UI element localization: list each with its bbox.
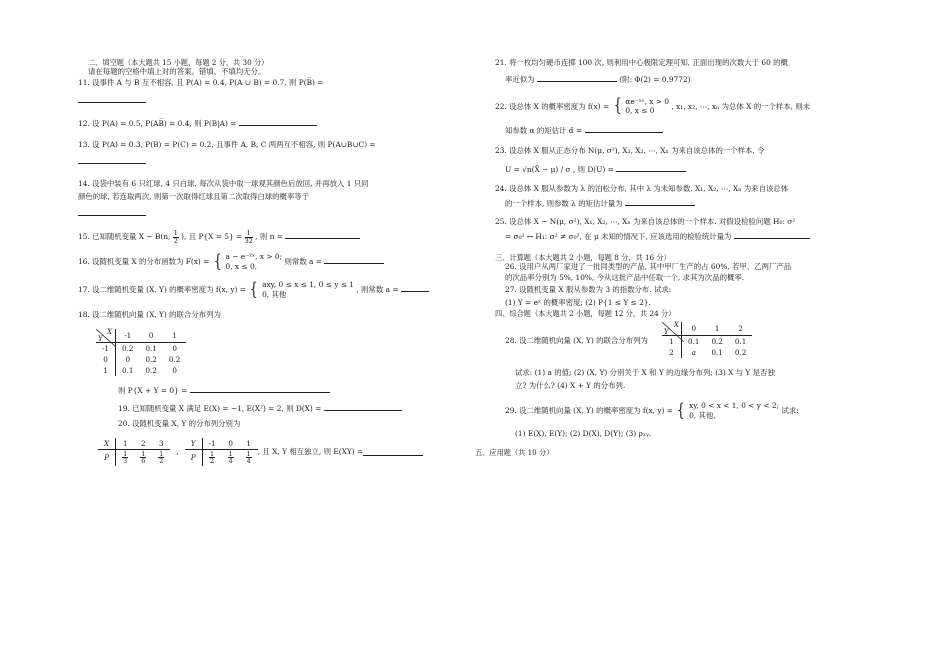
q18-col-header: -1 — [116, 329, 140, 342]
q20-y-distribution: Y -1 0 1 P $\frac{1}{2}$ $\frac{1}{4}$ $\frac{1}{4}$ — [185, 438, 258, 466]
q18-cell: 0 — [116, 354, 140, 365]
q18-row-header: 0 — [103, 355, 108, 365]
left-column — [78, 58, 468, 466]
q28-row-header: 1 — [662, 336, 682, 348]
q18-cell: 0.1 — [116, 365, 140, 376]
question-14 — [78, 179, 468, 219]
q21-line1: 21. 将一枚均匀硬币连掷 100 次, 则利用中心极限定理可知, 正面出现的次数大于 60 的概 — [495, 58, 788, 67]
q28-row-header: 2 — [669, 348, 674, 358]
q20-x-distribution: X 1 2 3 P $\frac{1}{3}$ $\frac{1}{6}$ $\frac{1}{2}$ — [98, 438, 170, 466]
q18-cell: 0.2 — [168, 355, 181, 365]
q18-text: 18. 设二维随机向量 (X, Y) 的联合分布列为 — [78, 310, 221, 320]
q18-cell: 0 — [172, 366, 177, 376]
q24-line1: 24. 设总体 X 服从参数为 λ 的泊松分布, 其中 λ 为未知参数. X₁, X₂, ⋯, Xₙ 为来自该总体 — [495, 184, 789, 194]
q29-text-b: 试求: — [781, 405, 799, 415]
q13-answer-blank[interactable] — [78, 155, 146, 164]
q22-answer-blank[interactable] — [585, 124, 663, 133]
q26-line1: 26. 设用户从两厂家进了一批同类型的产品, 其中甲厂生产的占 60%, 若甲、乙两厂产品 — [505, 262, 792, 272]
q14-answer-blank[interactable] — [78, 207, 146, 216]
question-18 — [78, 310, 468, 395]
q19-text: 19. 已知随机变量 X 满足 E(X) = −1, E(X²) = 2, 则 D(X) = — [118, 403, 322, 413]
question-12 — [78, 117, 468, 128]
q26-line2: 的次品率分别为 5%, 10%, 今从这批产品中任取一个, 求其为次品的概率. — [505, 273, 745, 283]
q28-cell: 0.2 — [705, 336, 728, 348]
q25-answer-blank[interactable] — [734, 230, 810, 239]
right-column — [475, 58, 875, 457]
q16-brace: { — [213, 251, 222, 273]
q28-cell: 0.2 — [734, 348, 747, 358]
q29-brace: { — [676, 399, 686, 421]
q28-col-header: 2 — [738, 324, 743, 334]
q20-answer-blank[interactable] — [363, 447, 423, 456]
q12-text: 12. 设 P(A) = 0.5, P(AB̅) = 0.4, 则 P(B|A) = — [78, 118, 237, 128]
q28-table-wrap — [662, 322, 752, 358]
q28-cell: 0.1 — [711, 348, 723, 358]
q29-line2: (1) E(X), E(Y); (2) D(X), D(Y); (3) ρₓᵧ. — [515, 428, 652, 438]
q29-text-a: 29. 设二维随机向量 (X, Y) 的概率密度为 f(x, y) = — [505, 405, 673, 415]
q18-answer-blank[interactable] — [190, 384, 330, 393]
q18-row-header: 1 — [103, 366, 108, 376]
q21-note: (附: Φ(2) = 0.9772) — [619, 75, 691, 85]
q18-cell: 0.2 — [145, 355, 157, 365]
q24-answer-blank[interactable] — [625, 197, 695, 206]
q15-text-b: ), 且 P{X = 5} = — [181, 232, 243, 242]
q27-line2: (1) Y = eˣ 的概率密度; (2) P{1 ≤ Y ≤ 2}. — [505, 297, 651, 307]
q28-cell: 0.1 — [682, 336, 706, 348]
section-4-title: 四、综合题（本大题共 2 小题，每题 12 分，共 24 分） — [495, 309, 676, 319]
q14-line2: 颜色的球, 若连取两次, 则第一次取得红球且第二次取得白球的概率等于 — [78, 191, 310, 201]
question-20-text: 20. 设随机变量 X, Y 的分布列分别为 — [118, 418, 241, 428]
q17-brace: { — [249, 279, 259, 301]
q22-brace: { — [613, 95, 622, 117]
q12-answer-blank[interactable] — [239, 117, 317, 126]
q18-cell: 0.1 — [139, 343, 162, 355]
q17-cases: axy, 0 ≤ x ≤ 1, 0 ≤ y ≤ 1 0, 其他 — [262, 280, 354, 300]
q18-cell: 0.2 — [145, 366, 157, 376]
question-24 — [495, 184, 875, 209]
q14-line1: 14. 设袋中装有 6 只红球, 4 只白球, 每次从袋中取一球观其颜色后放回, 并再放入 1 只同 — [78, 178, 369, 188]
section-2-title: 二、填空题（本大题共 15 小题，每题 2 分，共 30 分） — [88, 58, 269, 67]
q15-text-a: 15. 已知随机变量 X ~ B(n, — [78, 232, 171, 242]
section-2-instructions: 请在每题的空格中填上对的答案。错填、不填均无分。 — [88, 67, 266, 76]
q29-cases: xy, 0 < x < 1, 0 < y < 2; 0, 其他, — [689, 400, 780, 420]
question-28 — [505, 322, 875, 358]
q16-text-b: 则常数 a = — [284, 257, 322, 267]
q16-answer-blank[interactable] — [324, 255, 384, 264]
q18-ask — [118, 384, 468, 395]
q25-line1: 25. 设总体 X ~ N(μ, σ²), X₁, X₂, ⋯, Xₙ 为来自该总体的一个样本. 对假设检验问题 H₀: σ² — [495, 216, 796, 226]
q28-text: 28. 设二维随机向量 (X, Y) 的联合分布列为 — [505, 335, 648, 345]
q11-text: 11. 设事件 A 与 B 互不相容, 且 P(A) = 0.4, P(A ∪ B) = 0.7, 则 P(B̅) = — [78, 78, 324, 88]
q18-table-diagonal — [96, 329, 116, 349]
q15-fraction-1: $\frac{1}{2}$ — [173, 229, 178, 245]
q15-answer-blank[interactable] — [285, 230, 360, 239]
q22-cases: αe⁻ᵃˣ, x > 0 0, x ≤ 0 — [625, 96, 670, 116]
q25-line2: = σ₀² ↔ H₁: σ² ≠ σ₀², 在 μ 未知的情况下, 应该选用的检验统计量为 — [505, 231, 732, 241]
q17-text-b: , 则常数 a = — [356, 285, 399, 295]
q16-cases: a − e⁻²ˣ, x > 0; 0, x ≤ 0, — [225, 252, 283, 272]
q27-line1: 27. 设随机变量 X 服从参数为 3 的指数分布. 试求: — [505, 284, 672, 294]
q22-text-b: , x₁, x₂, ⋯, xₙ 为总体 X 的一个样本, 则未 — [671, 101, 811, 111]
q23-formula: U = √n(X̄ − μ) / σ , 则 D(U) = — [505, 164, 614, 174]
q18-col-header: 0 — [148, 331, 154, 341]
q23-text: 23. 设总体 X 服从正态分布 N(μ, σ²), X₁, X₂, ⋯, Xₙ 为来自该总体的一个样本, 令 — [495, 145, 765, 155]
q18-row-header: -1 — [96, 343, 116, 355]
q28-line1: 试求: (1) a 的值; (2) (X, Y) 分别关于 X 和 Y 的边缘分布列; (3) X 与 Y 是否独 — [515, 368, 775, 378]
question-19 — [118, 402, 468, 413]
q22-text-a: 22. 设总体 X 的概率密度为 f(x) = — [495, 101, 610, 111]
q24-line2: 的一个样本, 则参数 λ 的矩估计量为 — [505, 199, 623, 209]
question-20-tables: X 1 2 3 P $\frac{1}{3}$ $\frac{1}{6}$ $\frac{1}{2}$ , Y -1 0 1 P $\frac{1}{2}$ $\frac{1}{4}$ $\frac{1}{4}$ , 且 X, Y 相互独立, 则 E(XY) = — [98, 438, 468, 466]
question-17 — [78, 280, 468, 300]
question-22 — [495, 97, 875, 136]
q28-table-diagonal — [662, 322, 684, 344]
q20-tail-text: , 且 X, Y 相互独立, 则 E(XY) = — [257, 447, 364, 457]
q18-table-wrap — [96, 329, 236, 376]
q28-cell: a — [682, 347, 706, 358]
q11-answer-blank[interactable] — [78, 94, 146, 103]
question-15 — [78, 230, 468, 244]
q21-line2: 率近似为 — [505, 75, 535, 85]
question-25 — [495, 217, 875, 242]
section-3-title: 三、计算题（本大题共 2 小题，每题 8 分，共 16 分） — [495, 253, 671, 263]
question-23 — [495, 146, 875, 175]
q18-cell: 0.2 — [116, 343, 140, 355]
q15-text-c: , 则 n = — [255, 232, 283, 242]
question-21 — [495, 58, 875, 85]
q18-corner: X Y — [98, 327, 113, 343]
q28-col-header: 0 — [682, 322, 706, 335]
q16-text-a: 16. 设随机变量 X 的分布函数为 F(x) = — [78, 257, 210, 267]
question-13 — [78, 140, 468, 167]
q28-cell: 0.1 — [729, 336, 752, 348]
q15-fraction-2: $\frac{1}{32}$ — [244, 229, 253, 245]
q21-answer-blank[interactable] — [537, 73, 617, 82]
q28-line2: 立? 为什么? (4) X + Y 的分布列. — [515, 381, 626, 391]
q13-text: 13. 设 P(A) = 0.3, P(B) = P(C) = 0.2, 且事件 A, B, C 两两互不相容, 则 P(A∪B∪C) = — [78, 140, 376, 149]
question-29 — [505, 401, 875, 421]
q18-ask-text: 则 P{X + Y = 0} = — [118, 386, 188, 396]
q18-cell: 0 — [163, 343, 186, 355]
q22-line2: 知参数 α 的矩估计 α̂ = — [505, 126, 583, 136]
section-5-title: 五、应用题（共 10 分） — [475, 447, 554, 457]
q28-col-header: 1 — [714, 324, 720, 334]
q18-col-header: 1 — [172, 331, 177, 341]
q23-answer-blank[interactable] — [616, 163, 686, 172]
q28-corner: X Y — [663, 320, 680, 336]
q17-text-a: 17. 设二维随机变量 (X, Y) 的概率密度为 f(x, y) = — [78, 285, 246, 295]
question-16 — [78, 252, 468, 272]
q19-answer-blank[interactable] — [324, 402, 402, 411]
q17-answer-blank[interactable] — [401, 283, 429, 292]
question-11 — [78, 78, 468, 105]
